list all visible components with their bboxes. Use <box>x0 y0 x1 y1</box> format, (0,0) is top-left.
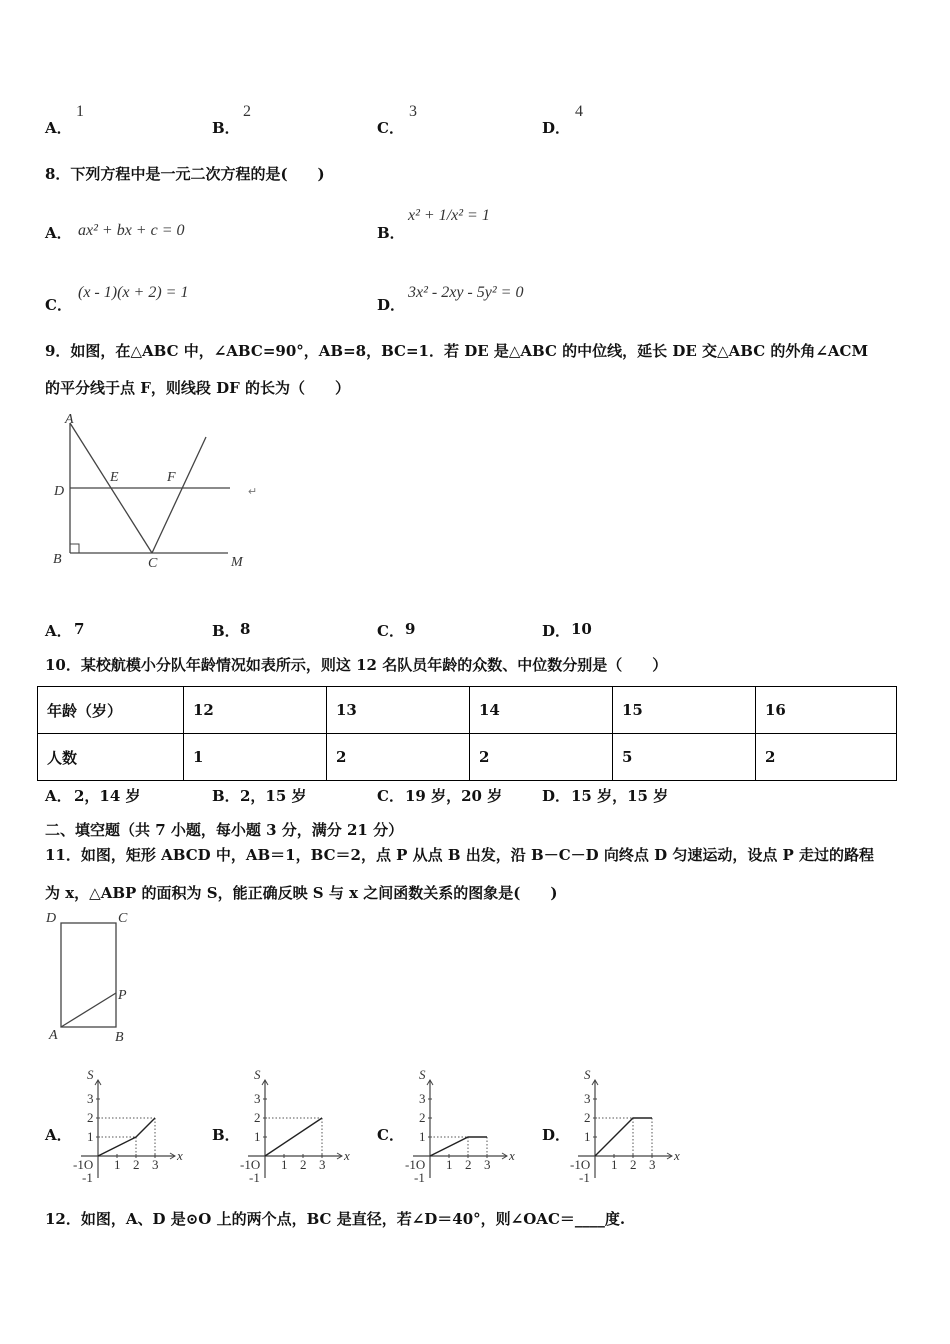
y-tick-label: 3 <box>419 1091 426 1106</box>
q8-option-b-eq: x² + 1/x² = 1 <box>408 207 490 224</box>
q11-label-p: P <box>118 988 127 1003</box>
q9-option-a-label: A． <box>45 622 72 640</box>
y-tick-label: 2 <box>419 1110 426 1125</box>
q11-stem-line2: 为 x，△ABP 的面积为 S，能正确反映 S 与 x 之间函数关系的图象是( ) <box>45 884 558 902</box>
q8-option-b-label: B． <box>377 224 405 242</box>
table-header-cell: 年龄（岁） <box>38 687 184 734</box>
q8-option-c-eq: (x - 1)(x + 2) = 1 <box>78 284 189 301</box>
q9-triangle-figure <box>40 405 270 580</box>
q7-option-c-value: 3 <box>409 103 417 120</box>
x-tick-label: 3 <box>649 1157 656 1172</box>
table-cell: 15 <box>613 687 756 734</box>
q11-graph-c <box>405 1066 520 1184</box>
x-tick-label: 1 <box>611 1157 618 1172</box>
q11-option-b-label: B． <box>212 1126 240 1144</box>
q8-option-d-eq: 3x² - 2xy - 5y² = 0 <box>408 284 524 301</box>
x-tick-label: 1 <box>446 1157 453 1172</box>
y-tick-label: 2 <box>584 1110 591 1125</box>
q10-option-a-label: A． <box>45 787 72 805</box>
function-curve <box>595 1118 652 1156</box>
q11-graph-d <box>570 1066 685 1184</box>
q7-option-a-value: 1 <box>76 103 84 120</box>
table-row <box>38 734 897 781</box>
q11-label-a: A <box>49 1028 58 1043</box>
q11-option-c-label: C． <box>377 1126 404 1144</box>
q8-option-a-eq: ax² + bx + c = 0 <box>78 222 185 239</box>
origin-label: -1O <box>570 1157 591 1172</box>
x-tick-label: 2 <box>133 1157 140 1172</box>
neg-one-label: -1 <box>579 1170 590 1184</box>
function-curve <box>430 1137 487 1156</box>
q10-option-c-value: 19 岁，20 岁 <box>405 787 503 805</box>
neg-one-label: -1 <box>82 1170 93 1184</box>
q11-line-ap <box>61 993 116 1027</box>
q9-line-cf <box>152 437 206 553</box>
q9-option-a-value: 7 <box>74 620 85 638</box>
y-tick-label: 1 <box>584 1129 591 1144</box>
q11-rectangle-figure <box>40 905 150 1045</box>
s-axis-label: S <box>254 1067 261 1082</box>
table-cell: 14 <box>470 687 613 734</box>
x-tick-label: 3 <box>484 1157 491 1172</box>
origin-label: -1O <box>240 1157 261 1172</box>
table-header-cell: 人数 <box>38 734 184 781</box>
table-cell: 2 <box>470 734 613 781</box>
q10-option-c-label: C． <box>377 787 404 805</box>
q9-right-angle-mark <box>70 544 79 553</box>
table-cell: 5 <box>613 734 756 781</box>
q9-label-e: E <box>110 470 119 485</box>
q12-stem: 12．如图，A、D 是⊙O 上的两个点，BC 是直径，若∠D＝40°，则∠OAC＝____度. <box>45 1210 626 1228</box>
neg-one-label: -1 <box>249 1170 260 1184</box>
table-cell: 13 <box>327 687 470 734</box>
q8-option-c-label: C． <box>45 296 72 314</box>
y-tick-label: 1 <box>87 1129 94 1144</box>
q8-option-a-label: A． <box>45 224 72 242</box>
x-axis-label: x <box>509 1148 515 1163</box>
y-tick-label: 1 <box>254 1129 261 1144</box>
q9-stem-line2: 的平分线于点 F，则线段 DF 的长为（ ） <box>45 379 350 397</box>
q10-stem: 10．某校航模小分队年龄情况如表所示，则这 12 名队员年龄的众数、中位数分别是（ ） <box>45 656 668 674</box>
q11-label-d: D <box>46 911 57 926</box>
x-axis-label: x <box>344 1148 350 1163</box>
q11-graph-a <box>73 1066 188 1184</box>
q10-age-table <box>37 686 897 781</box>
q9-label-c: C <box>148 556 158 571</box>
q8-option-d-label: D． <box>377 296 406 314</box>
q7-option-d-label: D． <box>542 119 571 137</box>
q9-label-f: F <box>167 470 176 485</box>
q11-graph-b <box>240 1066 355 1184</box>
q11-label-b: B <box>115 1030 124 1045</box>
q10-option-b-label: B． <box>212 787 240 805</box>
y-tick-label: 2 <box>87 1110 94 1125</box>
q9-option-d-value: 10 <box>571 620 592 638</box>
x-tick-label: 3 <box>152 1157 159 1172</box>
q7-option-c-label: C． <box>377 119 404 137</box>
q9-option-d-label: D． <box>542 622 571 640</box>
q9-option-c-label: C． <box>377 622 404 640</box>
q10-option-d-value: 15 岁，15 岁 <box>571 787 669 805</box>
table-cell: 1 <box>184 734 327 781</box>
x-axis-label: x <box>177 1148 183 1163</box>
q9-label-b: B <box>53 552 62 567</box>
q11-rectangle-abcd <box>61 923 116 1027</box>
q9-label-a: A <box>65 412 74 427</box>
q7-option-b-label: B． <box>212 119 240 137</box>
y-tick-label: 2 <box>254 1110 261 1125</box>
x-tick-label: 1 <box>281 1157 288 1172</box>
table-cell: 2 <box>327 734 470 781</box>
q11-label-c: C <box>118 911 128 926</box>
q11-stem-line1: 11．如图，矩形 ABCD 中，AB＝1，BC＝2，点 P 从点 B 出发，沿 B－C－D 向终点 D 匀速运动，设点 P 走过的路程 <box>45 846 875 864</box>
q7-option-b-value: 2 <box>243 103 251 120</box>
q10-option-a-value: 2，14 岁 <box>74 787 141 805</box>
table-cell: 2 <box>756 734 897 781</box>
origin-label: -1O <box>405 1157 426 1172</box>
x-tick-label: 2 <box>300 1157 307 1172</box>
q7-option-d-value: 4 <box>575 103 583 120</box>
origin-label: -1O <box>73 1157 94 1172</box>
q7-option-a-label: A． <box>45 119 72 137</box>
y-tick-label: 3 <box>584 1091 591 1106</box>
q8-stem: 8．下列方程中是一元二次方程的是( ) <box>45 165 325 183</box>
x-axis-label: x <box>674 1148 680 1163</box>
table-cell: 12 <box>184 687 327 734</box>
q9-label-m: M <box>231 555 243 570</box>
y-tick-label: 1 <box>419 1129 426 1144</box>
function-curve <box>265 1118 322 1156</box>
y-tick-label: 3 <box>254 1091 261 1106</box>
q9-option-b-label: B． <box>212 622 240 640</box>
table-row <box>38 687 897 734</box>
q9-label-d: D <box>54 484 65 499</box>
q9-option-b-value: 8 <box>240 620 251 638</box>
s-axis-label: S <box>584 1067 591 1082</box>
q10-option-b-value: 2，15 岁 <box>240 787 307 805</box>
neg-one-label: -1 <box>414 1170 425 1184</box>
table-cell: 16 <box>756 687 897 734</box>
x-tick-label: 3 <box>319 1157 326 1172</box>
y-tick-label: 3 <box>87 1091 94 1106</box>
q9-stem-line1: 9．如图，在△ABC 中，∠ABC=90°，AB=8，BC=1．若 DE 是△ABC 的中位线，延长 DE 交△ABC 的外角∠ACM <box>45 342 869 360</box>
q9-return-mark: ↵ <box>248 486 258 498</box>
q10-option-d-label: D． <box>542 787 571 805</box>
x-tick-label: 2 <box>465 1157 472 1172</box>
s-axis-label: S <box>419 1067 426 1082</box>
q9-option-c-value: 9 <box>405 620 416 638</box>
q11-option-d-label: D． <box>542 1126 571 1144</box>
section-title: 二、填空题（共 7 小题，每小题 3 分，满分 21 分） <box>45 821 404 839</box>
x-tick-label: 1 <box>114 1157 121 1172</box>
q11-option-a-label: A． <box>45 1126 72 1144</box>
x-tick-label: 2 <box>630 1157 637 1172</box>
s-axis-label: S <box>87 1067 94 1082</box>
